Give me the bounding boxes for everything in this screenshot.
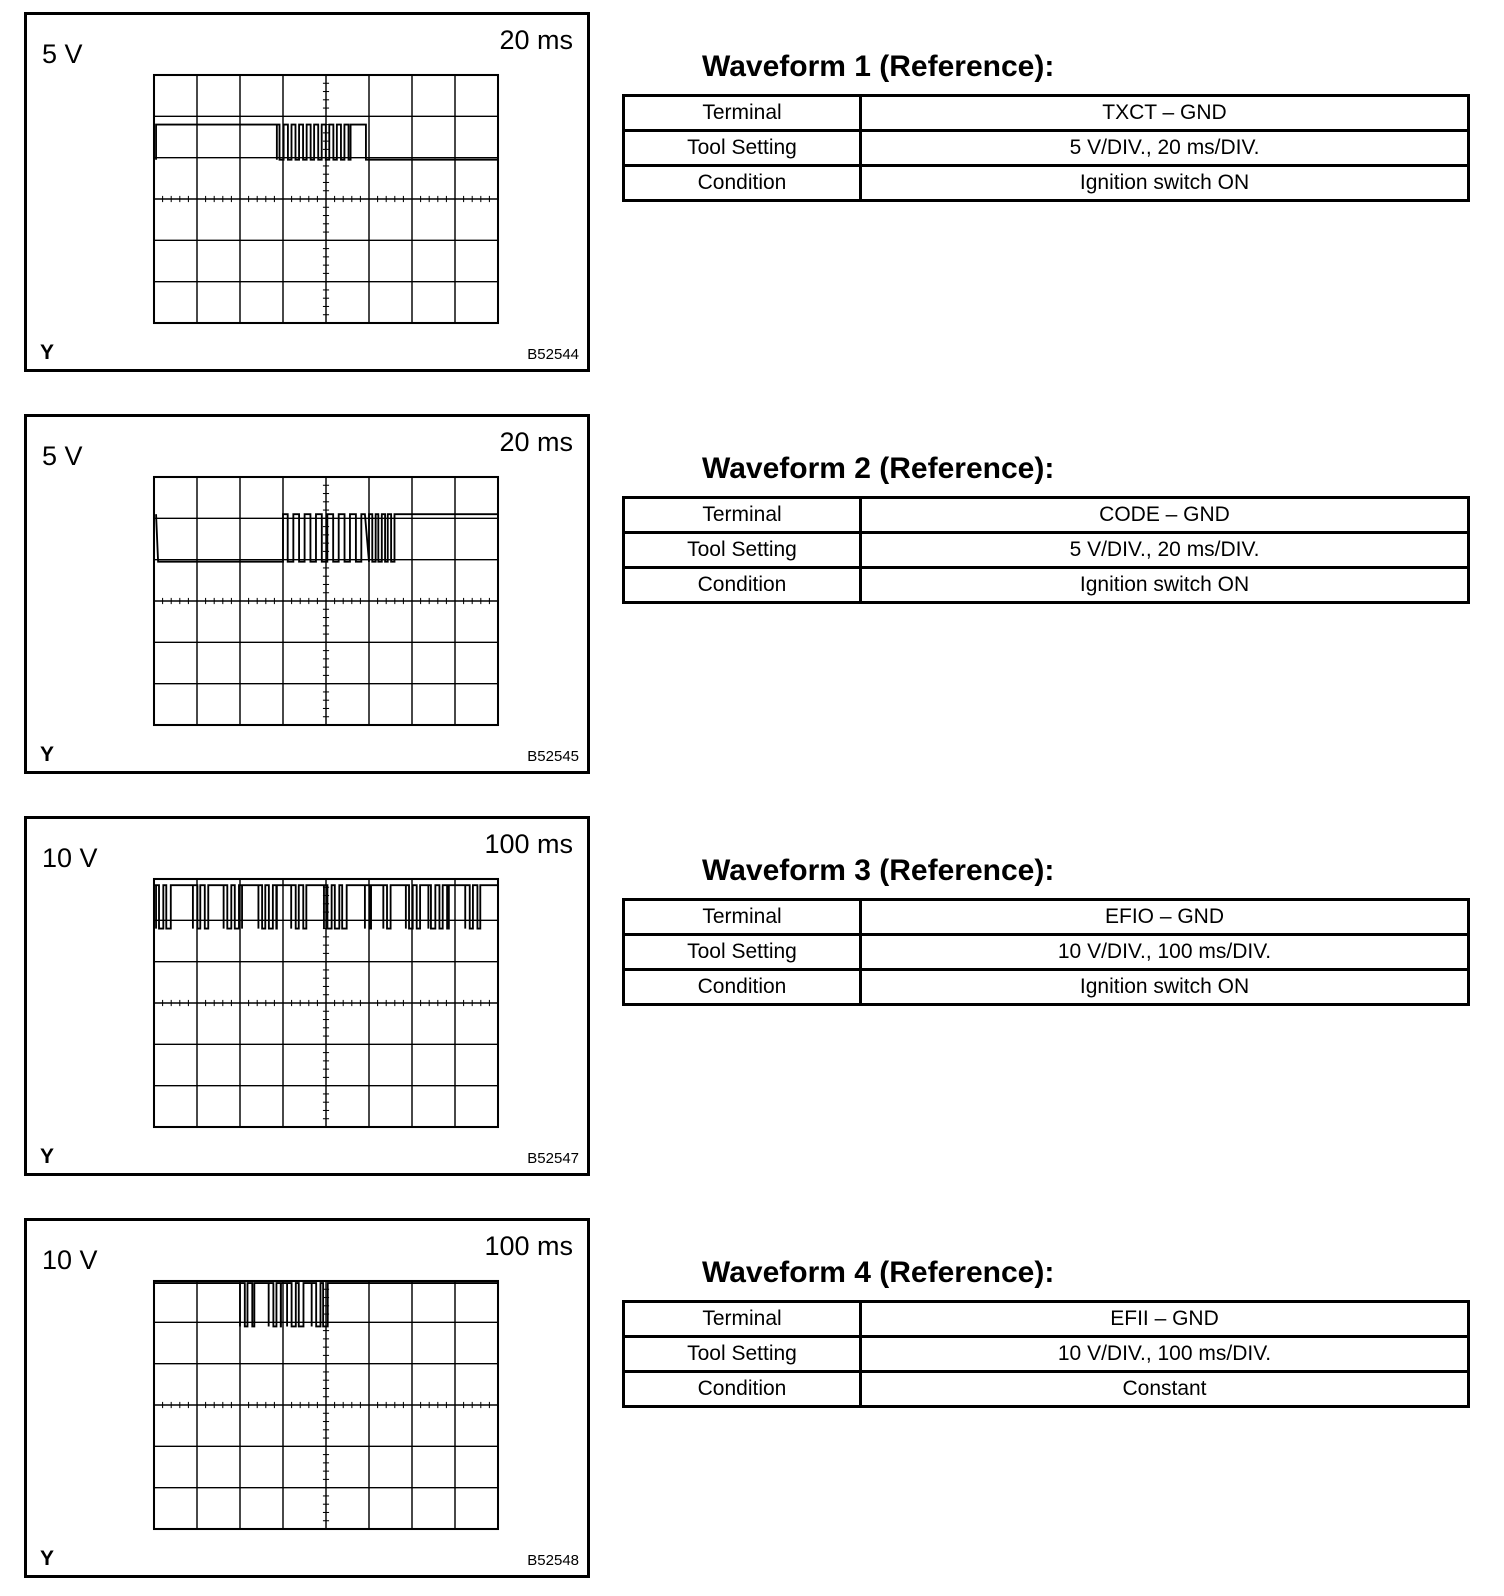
figure-code: B52545 [527, 748, 579, 765]
time-per-div-label: 20 ms [499, 25, 573, 55]
oscilloscope-screen-2 [24, 414, 590, 774]
tool-setting-value: 10 V/DIV., 100 ms/DIV. [861, 1337, 1469, 1372]
volts-per-div-label: 10 V [42, 1245, 98, 1275]
volts-per-div-label: 10 V [42, 843, 98, 873]
waveform-title: Waveform 4 (Reference): [702, 1256, 1055, 1289]
waveform-title: Waveform 2 (Reference): [702, 452, 1055, 485]
scope-grid [154, 879, 498, 1127]
condition-value: Ignition switch ON [861, 568, 1469, 603]
scope-grid [154, 1281, 498, 1529]
condition-label: Condition [624, 166, 861, 201]
condition-value: Ignition switch ON [861, 970, 1469, 1005]
signal-trace [156, 125, 498, 160]
terminal-value: CODE – GND [861, 498, 1469, 533]
volts-per-div-label: 5 V [42, 441, 83, 471]
figure-code: B52547 [527, 1150, 579, 1167]
tool-setting-label: Tool Setting [624, 935, 861, 970]
table-row [624, 131, 1469, 166]
condition-label: Condition [624, 568, 861, 603]
waveform-spec-table [622, 898, 1470, 1006]
condition-value: Constant [861, 1372, 1469, 1407]
condition-value: Ignition switch ON [861, 166, 1469, 201]
figure-code: B52548 [527, 1552, 579, 1569]
table-row [624, 498, 1469, 533]
terminal-value: EFII – GND [861, 1302, 1469, 1337]
signal-trace [156, 514, 498, 562]
tool-setting-value: 10 V/DIV., 100 ms/DIV. [861, 935, 1469, 970]
waveform-title: Waveform 1 (Reference): [702, 50, 1055, 83]
waveform-2-section [0, 414, 1504, 774]
table-row [624, 166, 1469, 201]
terminal-value: TXCT – GND [861, 96, 1469, 131]
table-row [624, 96, 1469, 131]
waveform-3-section [0, 816, 1504, 1176]
volts-per-div-label: 5 V [42, 39, 83, 69]
condition-label: Condition [624, 970, 861, 1005]
table-row [624, 935, 1469, 970]
tool-setting-label: Tool Setting [624, 131, 861, 166]
y-axis-label: Y [40, 1145, 55, 1168]
waveform-spec-table [622, 94, 1470, 202]
tool-setting-label: Tool Setting [624, 533, 861, 568]
table-row [624, 970, 1469, 1005]
table-row [624, 1337, 1469, 1372]
terminal-label: Terminal [624, 900, 861, 935]
figure-code: B52544 [527, 346, 579, 363]
table-row [624, 1372, 1469, 1407]
table-row [624, 900, 1469, 935]
table-row [624, 533, 1469, 568]
y-axis-label: Y [40, 341, 55, 364]
table-row [624, 568, 1469, 603]
oscilloscope-screen-4 [24, 1218, 590, 1578]
tool-setting-value: 5 V/DIV., 20 ms/DIV. [861, 131, 1469, 166]
oscilloscope-screen-3 [24, 816, 590, 1176]
waveform-title: Waveform 3 (Reference): [702, 854, 1055, 887]
terminal-label: Terminal [624, 498, 861, 533]
waveform-spec-table [622, 496, 1470, 604]
oscilloscope-screen-1 [24, 12, 590, 372]
terminal-value: EFIO – GND [861, 900, 1469, 935]
scope-grid [154, 477, 498, 725]
time-per-div-label: 100 ms [484, 1231, 573, 1261]
condition-label: Condition [624, 1372, 861, 1407]
tool-setting-label: Tool Setting [624, 1337, 861, 1372]
scope-grid [154, 75, 498, 323]
y-axis-label: Y [40, 743, 55, 766]
waveform-1-section [0, 12, 1504, 372]
terminal-label: Terminal [624, 96, 861, 131]
waveform-spec-table [622, 1300, 1470, 1408]
terminal-label: Terminal [624, 1302, 861, 1337]
tool-setting-value: 5 V/DIV., 20 ms/DIV. [861, 533, 1469, 568]
time-per-div-label: 20 ms [499, 427, 573, 457]
y-axis-label: Y [40, 1547, 55, 1570]
waveform-4-section [0, 1218, 1504, 1578]
table-row [624, 1302, 1469, 1337]
time-per-div-label: 100 ms [484, 829, 573, 859]
